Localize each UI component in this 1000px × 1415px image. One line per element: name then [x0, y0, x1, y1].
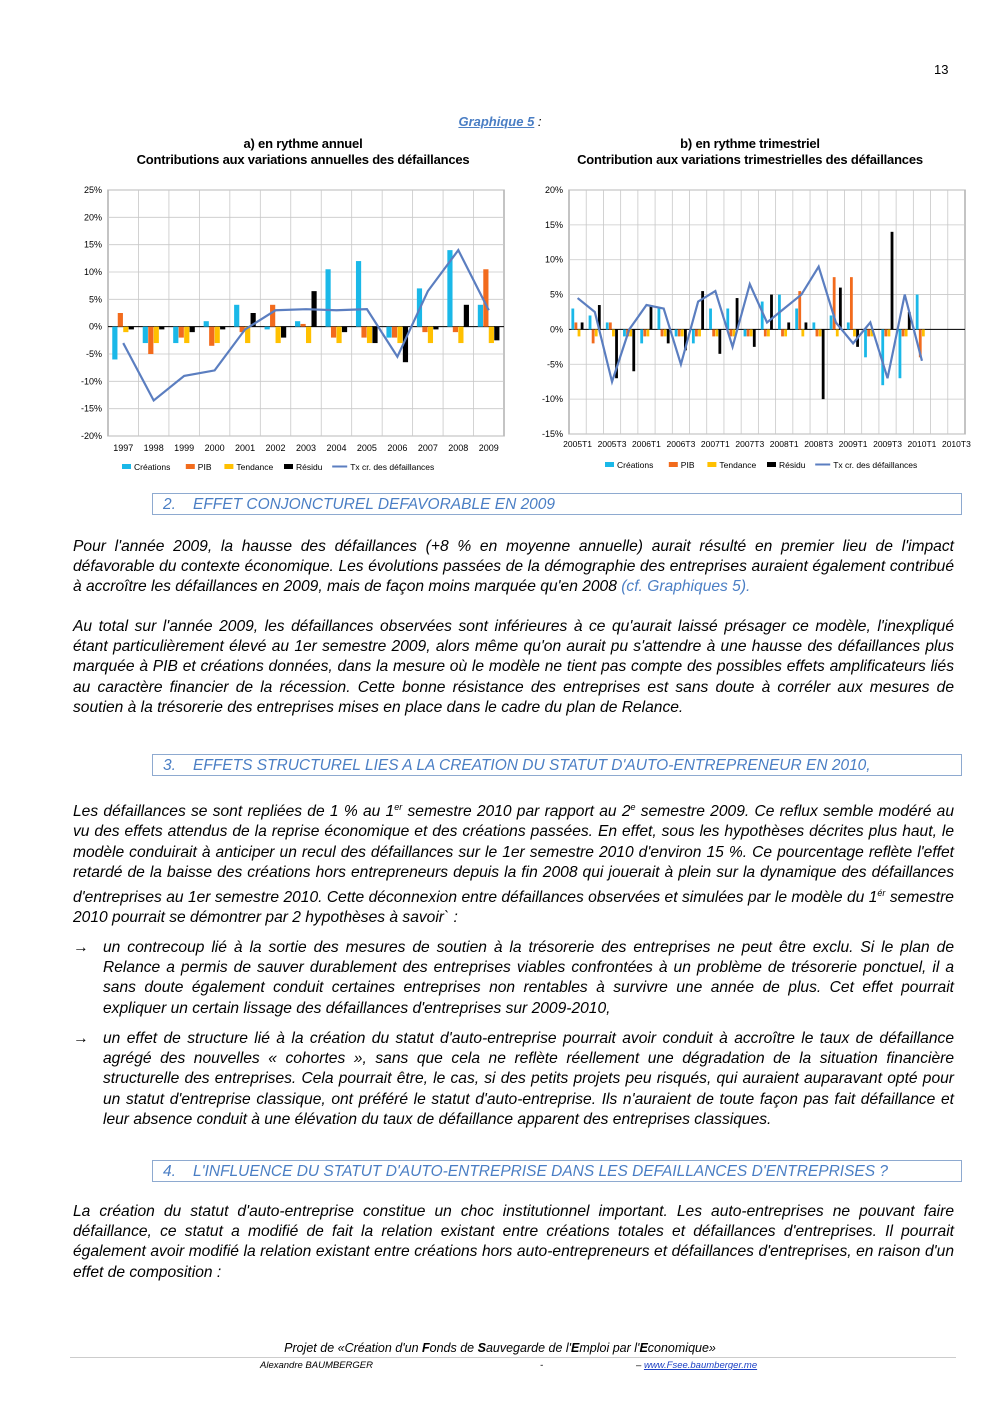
- bar-pib: [483, 269, 488, 326]
- legend-swatch: [284, 464, 293, 469]
- footer-project-title: Projet de «Création d'un Fonds de Sauvegarde de l'Emploi par l'Economique»: [284, 1341, 716, 1355]
- bar-tendance: [595, 329, 598, 336]
- legend-label: Tx cr. des défaillances: [833, 460, 918, 470]
- bar-pib: [179, 327, 184, 338]
- legend-label: Résidu: [779, 460, 806, 470]
- bar-tendance: [123, 327, 128, 332]
- x-tick-label: 2007T3: [735, 439, 765, 449]
- bar-tendance: [750, 329, 753, 336]
- x-tick-label: 2005T1: [563, 439, 593, 449]
- y-tick-label: -5%: [546, 359, 563, 370]
- footer-dash-2: –: [636, 1360, 642, 1371]
- x-tick-label: 2006T3: [666, 439, 696, 449]
- bar-cr-ations: [571, 309, 574, 330]
- bar-r-sidu: [581, 322, 584, 329]
- bar-cr-ations: [899, 329, 902, 378]
- bar-cr-ations: [623, 329, 626, 336]
- legend-swatch: [186, 464, 195, 469]
- bar-tendance: [276, 327, 281, 343]
- bar-cr-ations: [204, 321, 209, 326]
- bar-tendance: [767, 329, 770, 336]
- legend-label: Tendance: [719, 460, 757, 470]
- bar-pib: [422, 327, 427, 332]
- plot-area: [108, 190, 504, 436]
- section-title: L'INFLUENCE DU STATUT D'AUTO-ENTREPRISE DANS LES DEFAILLANCES D'ENTREPRISES ?: [193, 1163, 889, 1180]
- bar-tendance: [336, 327, 341, 343]
- footer-url-link[interactable]: www.Fsee.baumberger.me: [643, 1360, 758, 1371]
- x-tick-label: 2000: [204, 443, 225, 453]
- bar-r-sidu: [342, 327, 347, 332]
- section-heading-2: [152, 493, 962, 515]
- section-number: 3.: [163, 757, 176, 774]
- bar-cr-ations: [606, 322, 609, 329]
- bar-pib: [747, 329, 750, 336]
- bar-pib: [148, 327, 153, 354]
- chart-a-title: [88, 136, 518, 168]
- y-tick-label: 20%: [83, 212, 102, 223]
- bar-cr-ations: [795, 309, 798, 330]
- graphique-link[interactable]: Graphique 5: [458, 114, 535, 129]
- bar-cr-ations: [589, 315, 592, 329]
- x-tick-label: 2007T1: [700, 439, 730, 449]
- bar-r-sidu: [770, 295, 773, 330]
- bar-tendance: [578, 329, 581, 336]
- legend-label: PIB: [680, 460, 695, 470]
- x-tick-label: 2005: [356, 443, 377, 453]
- x-tick-label: 2009T3: [873, 439, 902, 449]
- x-tick-label: 2009T1: [838, 439, 868, 449]
- bullet-text: un contrecoup lié à la sortie des mesures de soutien à la trésorerie des entreprises ne peut être exclu. Si le plan de Relance a permis de sauver durablement des entreprises viables confrontées à un problème de trésorerie ponctuel, il a sans doute également conduit certaines entreprises non rentables à survivre une année de plus. Cet effet pourrait expliquer un certain lissage des défaillances d'entreprises sur 2009-2010,: [103, 939, 954, 1017]
- y-tick-label: 5%: [549, 289, 563, 300]
- y-tick-label: 10%: [83, 267, 102, 277]
- paragraph-2: Au total sur l'année 2009, les défaillances observées sont inférieures à ce qu'aurait laissé présager ce modèle, l'inexpliqué étant particulièrement élevé au 1er semestre 2009, alors même qu'on aurait pu s'attendre à une hausse des défaillances plus marquée à PIB et créations données, dans la mesure où le modèle ne tient pas compte des possibles effets amplificateurs liés au caractère financier de la récession. Cette bonne résistance des entreprises est sans doute à corréler aux mesures de soutien à la trésorerie des entreprises mises en place dans le cadre du plan de Relance.: [73, 618, 954, 716]
- paragraph-3-text-d: semestre 2010 pourrait se démontrer par 2 hypothèses à savoir` :: [73, 889, 954, 927]
- graphique-reference-link[interactable]: (cf. Graphiques 5).: [621, 578, 751, 596]
- bar-cr-ations: [709, 309, 712, 330]
- y-tick-label: -15%: [541, 429, 563, 439]
- graphique-suffix: :: [534, 114, 542, 129]
- bar-r-sidu: [805, 322, 808, 329]
- bar-tendance: [922, 329, 925, 336]
- x-tick-label: 1998: [143, 443, 164, 453]
- x-tick-label: 2004: [326, 443, 347, 453]
- bar-pib: [867, 329, 870, 336]
- bar-pib: [453, 327, 458, 332]
- x-tick-label: 2001: [235, 443, 256, 453]
- bar-cr-ations: [916, 295, 919, 330]
- arrow-icon: →: [73, 1030, 89, 1047]
- section-number: 2.: [163, 496, 176, 513]
- bar-pib: [764, 329, 767, 336]
- bar-pib: [361, 327, 366, 338]
- legend-label: PIB: [197, 462, 212, 472]
- y-tick-label: 25%: [83, 185, 102, 195]
- footer-author: Alexandre BAUMBERGER: [260, 1360, 373, 1371]
- bar-pib: [781, 329, 784, 336]
- section-title: EFFET CONJONCTUREL DEFAVORABLE EN 2009: [193, 496, 556, 513]
- bar-pib: [301, 324, 306, 327]
- legend-label: Résidu: [296, 462, 323, 472]
- x-tick-label: 2010T1: [907, 439, 937, 449]
- legend-swatch: [669, 462, 678, 467]
- bar-cr-ations: [234, 305, 239, 327]
- bar-tendance: [367, 327, 372, 343]
- bar-r-sidu: [839, 288, 842, 330]
- bar-cr-ations: [295, 321, 300, 326]
- footer-divider: [70, 1357, 956, 1358]
- footer-dash: -: [540, 1360, 544, 1371]
- y-tick-label: 0%: [549, 324, 563, 335]
- bar-cr-ations: [356, 261, 361, 327]
- bar-cr-ations: [386, 327, 391, 338]
- legend-label: Tendance: [236, 462, 274, 472]
- bar-r-sidu: [632, 329, 635, 371]
- paragraph-3-text-b: semestre 2010 par rapport au 2: [402, 803, 631, 821]
- page-number: 13: [934, 62, 949, 77]
- bar-tendance: [612, 329, 615, 336]
- legend-label: Créations: [617, 460, 654, 470]
- bar-cr-ations: [830, 315, 833, 329]
- x-tick-label: 1997: [113, 443, 134, 453]
- bar-cr-ations: [640, 329, 643, 343]
- bar-tendance: [154, 327, 159, 343]
- bar-pib: [902, 329, 905, 336]
- bar-pib: [118, 313, 123, 327]
- x-tick-label: 2002: [265, 443, 286, 453]
- bar-pib: [575, 322, 578, 329]
- bar-pib: [661, 329, 664, 336]
- chart-b: [525, 178, 975, 478]
- legend-label: Tx cr. des défaillances: [350, 462, 435, 472]
- bar-pib: [712, 329, 715, 336]
- bar-cr-ations: [173, 327, 178, 343]
- paragraph-3-text-a: Les défaillances se sont repliées de 1 % au 1: [73, 803, 395, 821]
- bar-r-sidu: [220, 327, 225, 330]
- bar-r-sidu: [372, 327, 377, 343]
- bar-tendance: [698, 329, 701, 336]
- bar-pib: [643, 329, 646, 336]
- bar-r-sidu: [190, 327, 195, 332]
- bar-r-sidu: [822, 329, 825, 399]
- bar-pib: [209, 327, 214, 346]
- y-tick-label: -15%: [80, 403, 102, 414]
- x-tick-label: 2009: [478, 443, 499, 453]
- bar-cr-ations: [478, 305, 483, 327]
- bar-pib: [884, 329, 887, 336]
- x-tick-label: 2010T3: [941, 439, 971, 449]
- x-tick-label: 2008: [448, 443, 469, 453]
- bar-tendance: [888, 329, 891, 336]
- bar-pib: [592, 329, 595, 343]
- bar-pib: [695, 329, 698, 336]
- bar-cr-ations: [692, 329, 695, 343]
- bar-r-sidu: [891, 232, 894, 330]
- bar-tendance: [489, 327, 494, 343]
- bar-cr-ations: [864, 329, 867, 357]
- bar-r-sidu: [650, 305, 653, 329]
- x-tick-label: 2008T1: [769, 439, 799, 449]
- y-tick-label: 20%: [544, 185, 563, 195]
- bar-tendance: [184, 327, 189, 343]
- bar-tendance: [715, 329, 718, 336]
- paragraph-1: [73, 537, 954, 598]
- bar-cr-ations: [112, 327, 117, 360]
- bar-cr-ations: [744, 329, 747, 336]
- y-tick-label: 15%: [544, 219, 563, 230]
- legend-swatch: [224, 464, 233, 469]
- bar-r-sidu: [718, 329, 721, 353]
- bar-cr-ations: [265, 327, 270, 330]
- legend-label: Créations: [134, 462, 171, 472]
- chart-b-title-line2: Contribution aux variations trimestrielles des défaillances: [577, 152, 923, 167]
- y-tick-label: -10%: [541, 394, 563, 405]
- bar-tendance: [681, 329, 684, 336]
- legend-swatch: [767, 462, 776, 467]
- bar-tendance: [905, 329, 908, 336]
- bar-r-sidu: [787, 322, 790, 329]
- arrow-icon: →: [73, 939, 89, 956]
- bar-tendance: [664, 329, 667, 336]
- y-tick-label: -20%: [80, 431, 102, 441]
- legend-swatch: [122, 464, 131, 469]
- paragraph-3-text-c: semestre 2009. Ce reflux semble modéré au vu des effets attendus de la reprise économique et des créations passées. En effet, sous les hypothèses décrites plus haut, le modèle conduirait à anticiper un recul des défaillances sur le 1er semestre 2010 d'environ 15 %. Ce pourcentage reflète l'effet retardé de la baisse des créations hors entrepreneurs depuis la fin 2008 qui jouerait à plein sur la dynamique des défaillances d'entreprises au 1er semestre 2010. Cette déconnexion entre défaillances observées et simulées par le modèle du 1: [73, 803, 955, 907]
- section-heading-4: [152, 1160, 962, 1182]
- bar-pib: [331, 327, 336, 338]
- bar-cr-ations: [847, 322, 850, 329]
- bar-cr-ations: [812, 322, 815, 329]
- superscript: ér: [877, 888, 886, 898]
- x-tick-label: 1999: [174, 443, 195, 453]
- chart-a-title-line2: Contributions aux variations annuelles des défaillances: [136, 152, 470, 167]
- bar-cr-ations: [657, 309, 660, 330]
- x-tick-label: 2006: [387, 443, 408, 453]
- bar-tendance: [397, 327, 402, 343]
- bar-pib: [392, 327, 397, 338]
- x-tick-label: 2006T1: [632, 439, 661, 449]
- bar-tendance: [646, 329, 649, 336]
- bar-r-sidu: [701, 291, 704, 329]
- y-tick-label: 10%: [544, 254, 563, 265]
- bar-cr-ations: [675, 329, 678, 336]
- bullet-text: un effet de structure lié à la création du statut d'auto-entreprise pourrait avoir conduit à accroître le taux de défaillance agrégé des nouvelles « cohortes », sans que cela ne reflète réellement une dégradation de la situation financière structurelle des entreprises. Cela pourrait être, le cas, si des petits projets peu risqués, qui auraient auparavant opté pour un statut d'entreprise classique, ont préféré le statut d'auto-entreprise. Ils n'auraient de toute façon pas fait défaillance et leur absence conduit à une élévation du taux de défaillance apparent des entreprises classiques.: [103, 1030, 954, 1128]
- bar-r-sidu: [667, 329, 670, 343]
- x-tick-label: 2003: [295, 443, 317, 453]
- bar-cr-ations: [325, 269, 330, 326]
- bar-r-sidu: [464, 305, 469, 327]
- chart-b-title-line1: b) en rythme trimestriel: [680, 136, 820, 151]
- legend-swatch: [707, 462, 716, 467]
- bar-r-sidu: [281, 327, 286, 338]
- bar-tendance: [428, 327, 433, 343]
- bar-pib: [850, 277, 853, 329]
- footer-url: [636, 1360, 757, 1371]
- y-tick-label: -5%: [85, 349, 102, 359]
- plot-area: [569, 190, 965, 434]
- bar-r-sidu: [159, 327, 164, 330]
- y-tick-label: 15%: [83, 239, 102, 250]
- bar-r-sidu: [753, 329, 756, 346]
- paragraph-4: La création du statut d'auto-entreprise constitue un choc institutionnel important. Les auto-entreprises ne pouvant faire défaillance, ce statut a modifié de fait la relation existant entre créations totales et défaillances d'entreprises. Il pourrait également avoir modifié la relation existant entre créations hors auto-entrepreneurs et défaillances d'entreprises, en raison d'un effet de composition :: [73, 1203, 954, 1281]
- superscript: e: [630, 802, 636, 812]
- section-title: EFFETS STRUCTUREL LIES A LA CREATION DU STATUT D'AUTO-ENTREPRENEUR EN 2010,: [193, 757, 871, 774]
- paragraph-1-text: Pour l'année 2009, la hausse des défaillances (+8 % en moyenne annuelle) aurait résulté en premier lieu de l'impact défavorable du contexte économique. Les évolutions passées de la démographie des entreprises auraient également contribué à accroître les défaillances en 2009, mais de façon moins marquée qu'en 2008: [73, 538, 954, 596]
- bar-tendance: [819, 329, 822, 336]
- bar-tendance: [801, 329, 804, 336]
- bar-tendance: [306, 327, 311, 343]
- chart-a-title-line1: a) en rythme annuel: [243, 136, 363, 151]
- bar-r-sidu: [494, 327, 499, 341]
- bar-r-sidu: [433, 327, 438, 330]
- x-tick-label: 2007: [417, 443, 438, 453]
- x-tick-label: 2005T3: [597, 439, 627, 449]
- bullet-item-2: [73, 1029, 954, 1130]
- bar-pib: [609, 322, 612, 329]
- bar-tendance: [215, 327, 220, 343]
- section-heading-3: [152, 754, 962, 776]
- bar-pib: [816, 329, 819, 336]
- bar-tendance: [836, 329, 839, 336]
- bar-tendance: [853, 329, 856, 336]
- y-tick-label: 0%: [88, 321, 102, 332]
- bar-r-sidu: [129, 327, 134, 330]
- bullet-item-1: [73, 938, 954, 1019]
- bar-tendance: [784, 329, 787, 336]
- y-tick-label: 5%: [88, 294, 102, 305]
- graphique-caption: [0, 114, 1000, 129]
- x-tick-label: 2008T3: [804, 439, 834, 449]
- y-tick-label: -10%: [80, 376, 102, 387]
- bar-pib: [270, 305, 275, 327]
- legend-swatch: [605, 462, 614, 467]
- paragraph-3: [73, 797, 954, 929]
- section-number: 4.: [163, 1163, 176, 1180]
- chart-b-title: [535, 136, 965, 168]
- chart-a: [70, 178, 520, 478]
- bar-pib: [678, 329, 681, 336]
- bar-cr-ations: [143, 327, 148, 343]
- superscript: er: [394, 802, 403, 812]
- bar-tendance: [458, 327, 463, 343]
